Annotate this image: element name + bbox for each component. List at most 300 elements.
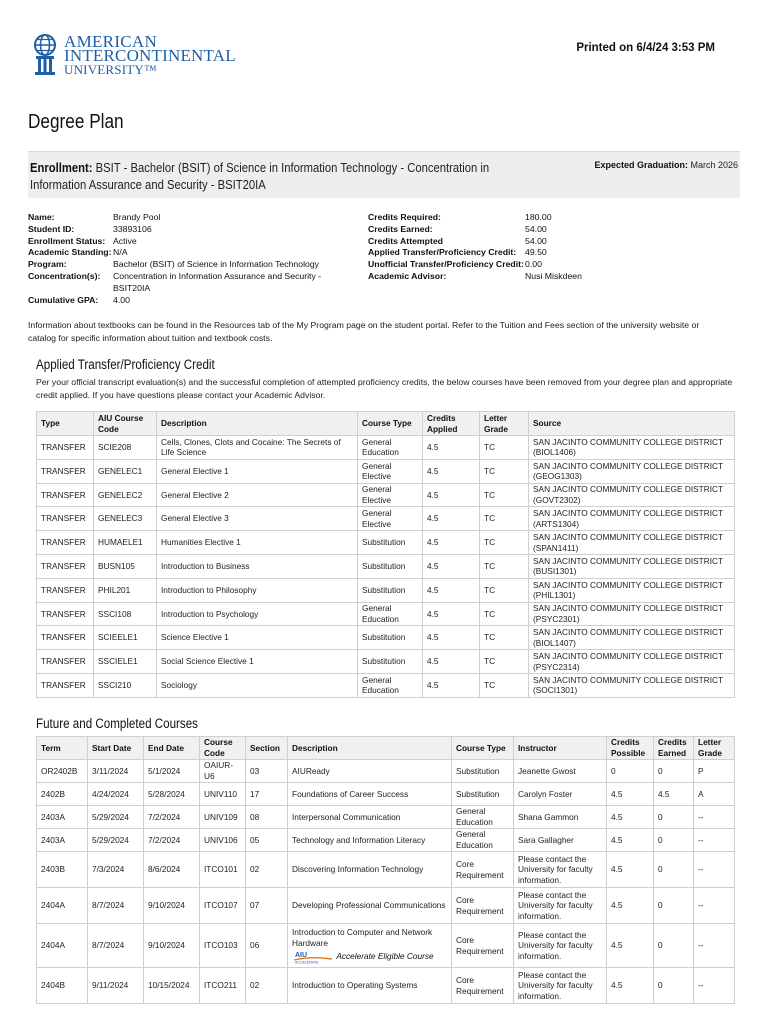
table-cell: [200, 829, 246, 852]
table-cell: [607, 924, 654, 968]
column-header: Course Code: [200, 737, 246, 760]
cell-text: ITCO101: [204, 864, 238, 875]
table-cell: [88, 806, 144, 829]
cell-text: 5/1/2024: [148, 765, 181, 776]
table-cell: Cells, Clones, Clots and Cocaine: The Secrets of Life Science: [157, 436, 358, 460]
expected-graduation-value: March 2026: [690, 160, 738, 170]
table-cell: [37, 852, 88, 888]
info-row: [28, 236, 338, 248]
info-label: Credits Attempted: [368, 235, 443, 246]
cell-text: --: [698, 834, 704, 845]
cell-text: 06: [250, 940, 260, 951]
cell-text: Please contact the University for faculty information.: [518, 929, 593, 961]
table-cell: TRANSFER: [37, 436, 94, 460]
table-cell: [654, 852, 694, 888]
transfer-section-description: Per your official transcript evaluation(s) and the successful completion of attempted proficiency credits, the below courses have been removed from your degree plan and appropriate credit applied. If you have questions please contact your Academic Advisor.: [36, 377, 733, 400]
info-row: [28, 271, 338, 295]
column-header: Course Type: [358, 412, 423, 436]
info-row: [368, 259, 738, 271]
table-cell: [144, 783, 200, 806]
table-cell: TRANSFER: [37, 578, 94, 602]
table-cell: Substitution: [358, 626, 423, 650]
table-cell: TRANSFER: [37, 507, 94, 531]
table-cell: [514, 829, 607, 852]
table-cell: [514, 888, 607, 924]
table-row: [37, 483, 735, 507]
table-cell: 4.5: [423, 626, 480, 650]
table-cell: [200, 968, 246, 1004]
cell-text: 4.5: [611, 834, 623, 845]
table-cell: [200, 852, 246, 888]
table-cell: [88, 968, 144, 1004]
table-cell: [694, 760, 735, 783]
cell-text: 7/2/2024: [148, 834, 181, 845]
table-cell: Introduction to Philosophy: [157, 578, 358, 602]
accelerate-eligible-label: Accelerate Eligible Course: [336, 950, 434, 961]
cell-text: UNIV106: [204, 834, 238, 845]
table-cell: [288, 924, 452, 968]
table-cell: [514, 968, 607, 1004]
table-cell: [246, 888, 288, 924]
table-row: [37, 578, 735, 602]
cell-text: ITCO103: [204, 940, 238, 951]
column-header: End Date: [144, 737, 200, 760]
table-cell: [452, 924, 514, 968]
table-cell: [514, 783, 607, 806]
cell-text: OAIUR-U6: [204, 760, 234, 781]
cell-text: A: [698, 788, 704, 799]
table-row: [37, 602, 735, 626]
table-cell: [37, 829, 88, 852]
table-cell: TC: [480, 459, 529, 483]
table-cell: [654, 829, 694, 852]
table-cell: SAN JACINTO COMMUNITY COLLEGE DISTRICT (BIOL1407): [529, 626, 735, 650]
cell-text: 4.5: [611, 864, 623, 875]
table-cell: [288, 888, 452, 924]
table-cell: 4.5: [423, 459, 480, 483]
cell-text: 4/24/2024: [92, 788, 129, 799]
cell-text: Interpersonal Communication: [292, 811, 401, 822]
future-courses-table: [36, 736, 735, 1004]
table-cell: [144, 806, 200, 829]
cell-text: 0: [658, 900, 663, 911]
transfer-credit-table: [36, 411, 735, 698]
table-cell: [200, 888, 246, 924]
cell-text: 08: [250, 811, 260, 822]
table-cell: [37, 806, 88, 829]
table-cell: [514, 806, 607, 829]
table-cell: [37, 968, 88, 1004]
table-cell: SAN JACINTO COMMUNITY COLLEGE DISTRICT (PSYC2301): [529, 602, 735, 626]
column-header: Letter Grade: [480, 412, 529, 436]
future-section-title: Future and Completed Courses: [36, 716, 198, 731]
cell-text: --: [698, 940, 704, 951]
table-cell: [288, 829, 452, 852]
cell-text: 0: [658, 765, 663, 776]
table-cell: TC: [480, 531, 529, 555]
cell-text: --: [698, 811, 704, 822]
table-cell: [694, 924, 735, 968]
column-header: Term: [37, 737, 88, 760]
info-row: [28, 247, 338, 259]
badge-logo-sub: ACCELERATE: [295, 960, 319, 964]
expected-graduation-label: Expected Graduation:: [594, 160, 688, 170]
table-cell: TC: [480, 507, 529, 531]
cell-text: 5/28/2024: [148, 788, 185, 799]
column-header: Credits Applied: [423, 412, 480, 436]
table-cell: [452, 888, 514, 924]
table-cell: GENELEC2: [94, 483, 157, 507]
info-label: Student ID:: [28, 223, 75, 234]
cell-text: Core Requirement: [456, 974, 504, 996]
table-cell: Introduction to Business: [157, 554, 358, 578]
cell-text: 8/7/2024: [92, 940, 125, 951]
table-cell: TRANSFER: [37, 483, 94, 507]
cell-text: 4.5: [658, 788, 670, 799]
cell-text: Shana Gammon: [518, 811, 579, 822]
cell-text: 8/7/2024: [92, 900, 125, 911]
table-row: [37, 626, 735, 650]
cell-text: General Education: [456, 806, 493, 827]
info-label: Applied Transfer/Proficiency Credit:: [368, 247, 517, 258]
cell-text: 2403A: [41, 811, 65, 822]
table-cell: [246, 760, 288, 783]
cell-text: 02: [250, 980, 260, 991]
cell-text: 4.5: [611, 900, 623, 911]
badge-logo-text: AIU: [295, 951, 308, 959]
cell-text: Introduction to Operating Systems: [292, 980, 418, 991]
cell-text: 05: [250, 834, 260, 845]
cell-text: Developing Professional Communications: [292, 900, 446, 911]
table-cell: General Education: [358, 436, 423, 460]
page-title: Degree Plan: [28, 111, 124, 133]
cell-text: --: [698, 900, 704, 911]
table-cell: [200, 760, 246, 783]
transfer-section-title: Applied Transfer/Proficiency Credit: [36, 357, 215, 372]
table-cell: Sociology: [157, 673, 358, 697]
cell-text: ITCO211: [204, 980, 238, 991]
info-label: Unofficial Transfer/Proficiency Credit:: [368, 259, 524, 270]
cell-text: AIUReady: [292, 765, 330, 776]
table-cell: 4.5: [423, 507, 480, 531]
cell-text: UNIV109: [204, 811, 238, 822]
cell-text: UNIV110: [204, 788, 238, 799]
table-cell: TRANSFER: [37, 459, 94, 483]
table-cell: [144, 760, 200, 783]
table-row: [37, 459, 735, 483]
info-label: Academic Standing:: [28, 247, 112, 258]
cell-text: 2404A: [41, 900, 65, 911]
info-row: [368, 224, 738, 236]
table-cell: [88, 888, 144, 924]
cell-text: 4.5: [611, 980, 623, 991]
cell-text: Discovering Information Technology: [292, 864, 424, 875]
table-cell: TC: [480, 602, 529, 626]
table-row: [37, 554, 735, 578]
table-cell: 4.5: [423, 650, 480, 674]
table-row: [37, 436, 735, 460]
enrollment-bar: [28, 151, 740, 198]
table-cell: [514, 852, 607, 888]
table-cell: SAN JACINTO COMMUNITY COLLEGE DISTRICT (BIOL1406): [529, 436, 735, 460]
table-cell: [452, 852, 514, 888]
info-row: [368, 212, 738, 224]
info-row: [368, 236, 738, 248]
cell-text: 0: [658, 864, 663, 875]
cell-text: 4.5: [611, 788, 623, 799]
logo-wordmark: [64, 32, 236, 77]
table-cell: [37, 760, 88, 783]
table-cell: [514, 924, 607, 968]
cell-text: 2402B: [41, 788, 65, 799]
cell-text: --: [698, 864, 704, 875]
table-cell: [37, 783, 88, 806]
table-cell: TC: [480, 626, 529, 650]
table-cell: [452, 968, 514, 1004]
table-cell: [654, 968, 694, 1004]
table-cell: [88, 852, 144, 888]
table-cell: [88, 829, 144, 852]
cell-text: General Education: [456, 829, 493, 850]
table-cell: TC: [480, 578, 529, 602]
table-cell: 4.5: [423, 436, 480, 460]
table-cell: [694, 783, 735, 806]
table-cell: [144, 968, 200, 1004]
table-cell: Substitution: [358, 650, 423, 674]
column-header: Letter Grade: [694, 737, 735, 760]
table-cell: TC: [480, 483, 529, 507]
table-cell: TC: [480, 554, 529, 578]
info-value: Active: [113, 235, 137, 246]
table-cell: SSCIELE1: [94, 650, 157, 674]
info-label: Program:: [28, 259, 67, 270]
table-cell: [288, 806, 452, 829]
table-cell: [654, 806, 694, 829]
table-cell: SSCI210: [94, 673, 157, 697]
table-cell: [654, 760, 694, 783]
table-cell: [514, 760, 607, 783]
cell-text: P: [698, 765, 704, 776]
cell-text: 03: [250, 765, 260, 776]
table-cell: SCIE208: [94, 436, 157, 460]
table-cell: [654, 924, 694, 968]
textbook-note: Information about textbooks can be found in the Resources tab of the My Program page on the student portal. Refer to the Tuition and Fees section of the university website or catalog for specific information about tuition and textbook costs.: [28, 320, 700, 343]
table-cell: [452, 783, 514, 806]
cell-text: Please contact the University for faculty information.: [518, 969, 593, 1001]
table-cell: HUMAELE1: [94, 531, 157, 555]
enrollment-label: Enrollment:: [30, 161, 93, 175]
table-row: [37, 650, 735, 674]
cell-text: Please contact the University for faculty information.: [518, 889, 593, 921]
table-cell: [607, 888, 654, 924]
table-cell: General Elective 3: [157, 507, 358, 531]
info-value: 49.50: [525, 247, 547, 258]
table-cell: [607, 760, 654, 783]
table-cell: TC: [480, 650, 529, 674]
column-header: Credits Earned: [654, 737, 694, 760]
cell-text: 4.5: [611, 940, 623, 951]
logo-line2: INTERCONTINENTAL: [64, 46, 236, 65]
table-cell: [144, 888, 200, 924]
table-cell: SAN JACINTO COMMUNITY COLLEGE DISTRICT (SOCI1301): [529, 673, 735, 697]
info-value: Bachelor (BSIT) of Science in Information Technology: [113, 259, 320, 270]
table-cell: TRANSFER: [37, 602, 94, 626]
table-cell: [200, 924, 246, 968]
logo-line1: AMERICAN: [64, 32, 158, 51]
table-cell: [654, 783, 694, 806]
column-header: Description: [288, 737, 452, 760]
table-cell: TRANSFER: [37, 531, 94, 555]
enrollment-text: [30, 160, 534, 194]
info-label: Enrollment Status:: [28, 235, 106, 246]
table-row: [37, 806, 735, 829]
table-cell: SAN JACINTO COMMUNITY COLLEGE DISTRICT (ARTS1304): [529, 507, 735, 531]
table-cell: 4.5: [423, 602, 480, 626]
cell-text: 7/2/2024: [148, 811, 181, 822]
table-cell: Substitution: [358, 531, 423, 555]
cell-text: 4.5: [611, 811, 623, 822]
table-cell: 4.5: [423, 578, 480, 602]
cell-text: 8/6/2024: [148, 864, 181, 875]
column-header: Type: [37, 412, 94, 436]
future-table-header: [37, 737, 735, 760]
table-cell: Science Elective 1: [157, 626, 358, 650]
table-cell: SAN JACINTO COMMUNITY COLLEGE DISTRICT (PSYC2314): [529, 650, 735, 674]
university-logo: [30, 32, 236, 82]
info-value: 33893106: [113, 223, 152, 234]
cell-text: 02: [250, 864, 260, 875]
cell-text: Substitution: [456, 788, 500, 799]
table-cell: TRANSFER: [37, 626, 94, 650]
table-cell: [607, 783, 654, 806]
table-cell: TC: [480, 673, 529, 697]
cell-text: 07: [250, 900, 260, 911]
table-cell: [452, 829, 514, 852]
table-cell: General Elective: [358, 483, 423, 507]
cell-text: 0: [658, 811, 663, 822]
table-row: [37, 760, 735, 783]
table-row: [37, 531, 735, 555]
info-value: N/A: [113, 247, 128, 258]
table-cell: [246, 924, 288, 968]
table-cell: General Elective: [358, 507, 423, 531]
table-cell: [88, 760, 144, 783]
table-cell: 4.5: [423, 554, 480, 578]
cell-text: 3/11/2024: [92, 765, 129, 776]
table-cell: General Elective 1: [157, 459, 358, 483]
table-cell: General Education: [358, 602, 423, 626]
info-label: Academic Advisor:: [368, 270, 447, 281]
table-cell: [88, 783, 144, 806]
info-label: Credits Required:: [368, 212, 441, 222]
table-cell: Substitution: [358, 554, 423, 578]
cell-text: Core Requirement: [456, 894, 504, 916]
info-row: [28, 295, 338, 307]
table-cell: Substitution: [358, 578, 423, 602]
table-cell: [607, 968, 654, 1004]
table-cell: [694, 829, 735, 852]
table-cell: GENELEC1: [94, 459, 157, 483]
cell-text: 0: [658, 940, 663, 951]
cell-text: Core Requirement: [456, 934, 504, 956]
table-cell: SAN JACINTO COMMUNITY COLLEGE DISTRICT (GOVT2302): [529, 483, 735, 507]
cell-text: 9/10/2024: [148, 900, 185, 911]
cell-text: Jeanette Gwost: [518, 765, 576, 776]
table-cell: General Elective: [358, 459, 423, 483]
info-label: Cumulative GPA:: [28, 294, 99, 305]
info-row: [28, 259, 338, 271]
accelerate-badge: [292, 950, 447, 964]
cell-text: Core Requirement: [456, 858, 504, 880]
table-cell: PHIL201: [94, 578, 157, 602]
info-label: Name:: [28, 212, 55, 222]
cell-text: 5/29/2024: [92, 811, 129, 822]
cell-text: OR2402B: [41, 765, 78, 776]
table-cell: Introduction to Psychology: [157, 602, 358, 626]
table-cell: [288, 852, 452, 888]
table-cell: [694, 852, 735, 888]
table-cell: [200, 806, 246, 829]
info-label: Concentration(s):: [28, 270, 101, 281]
transfer-table-header: [37, 412, 735, 436]
table-cell: [288, 968, 452, 1004]
cell-text: 2403A: [41, 834, 65, 845]
table-cell: TC: [480, 436, 529, 460]
cell-text: Sara Gallagher: [518, 834, 574, 845]
table-cell: GENELEC3: [94, 507, 157, 531]
table-cell: General Education: [358, 673, 423, 697]
table-cell: [246, 968, 288, 1004]
table-cell: 4.5: [423, 531, 480, 555]
cell-text: 9/11/2024: [92, 980, 129, 991]
table-cell: [144, 829, 200, 852]
info-row: [28, 224, 338, 236]
table-cell: [288, 760, 452, 783]
cell-text: 2404B: [41, 980, 65, 991]
info-value: 0.00: [525, 259, 542, 270]
cell-text: Introduction to Computer and Network Hardware: [292, 927, 433, 948]
globe-column-icon: [30, 34, 62, 80]
table-cell: [694, 806, 735, 829]
table-cell: [607, 852, 654, 888]
cell-text: Foundations of Career Success: [292, 788, 409, 799]
table-cell: BUSN105: [94, 554, 157, 578]
table-row: [37, 968, 735, 1004]
column-header: Course Type: [452, 737, 514, 760]
expected-graduation: [594, 160, 738, 170]
table-cell: [246, 829, 288, 852]
table-cell: TRANSFER: [37, 554, 94, 578]
cell-text: 10/15/2024: [148, 980, 190, 991]
column-header: Start Date: [88, 737, 144, 760]
table-cell: [607, 806, 654, 829]
table-row: [37, 924, 735, 968]
table-cell: [88, 924, 144, 968]
info-value: 54.00: [525, 223, 547, 234]
info-value: Concentration in Information Assurance and Security - BSIT20IA: [113, 270, 322, 293]
cell-text: 7/3/2024: [92, 864, 125, 875]
table-row: [37, 783, 735, 806]
cell-text: 0: [611, 765, 616, 776]
table-cell: [452, 760, 514, 783]
cell-text: 9/10/2024: [148, 940, 185, 951]
table-cell: [654, 888, 694, 924]
info-value: 180.00: [525, 212, 552, 222]
cell-text: 0: [658, 980, 663, 991]
column-header: Instructor: [514, 737, 607, 760]
cell-text: --: [698, 980, 704, 991]
cell-text: ITCO107: [204, 900, 238, 911]
